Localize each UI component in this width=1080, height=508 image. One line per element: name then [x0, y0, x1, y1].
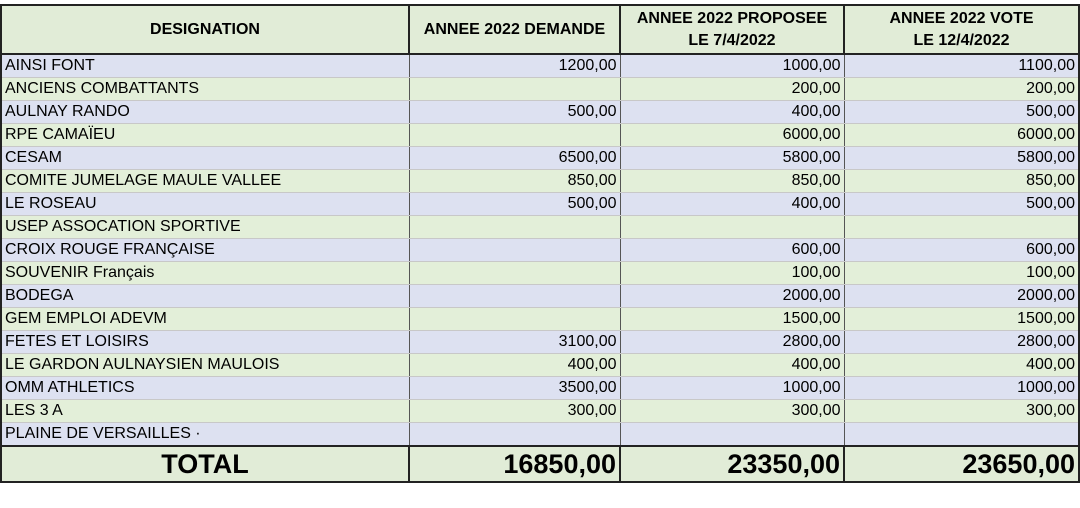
- proposee-cell[interactable]: 100,00: [620, 262, 844, 285]
- designation-cell[interactable]: FETES ET LOISIRS: [1, 331, 409, 354]
- proposee-cell[interactable]: 200,00: [620, 78, 844, 101]
- demande-cell[interactable]: [409, 423, 620, 447]
- designation-cell[interactable]: GEM EMPLOI ADEVM: [1, 308, 409, 331]
- header-demande[interactable]: ANNEE 2022 DEMANDE: [409, 5, 620, 54]
- demande-cell[interactable]: 300,00: [409, 400, 620, 423]
- header-proposee-title: ANNEE 2022 PROPOSEE: [636, 9, 828, 27]
- designation-cell[interactable]: LE ROSEAU: [1, 193, 409, 216]
- proposee-cell[interactable]: 600,00: [620, 239, 844, 262]
- proposee-cell[interactable]: 300,00: [620, 400, 844, 423]
- designation-cell[interactable]: AINSI FONT: [1, 54, 409, 78]
- table-row: [1, 124, 1079, 147]
- total-demande[interactable]: 16850,00: [409, 446, 620, 482]
- header-row: [1, 5, 1079, 54]
- proposee-cell[interactable]: 1000,00: [620, 377, 844, 400]
- table-row: [1, 147, 1079, 170]
- vote-cell[interactable]: 2000,00: [844, 285, 1079, 308]
- designation-cell[interactable]: LES 3 A: [1, 400, 409, 423]
- table-body: [1, 54, 1079, 446]
- table-row: [1, 400, 1079, 423]
- demande-cell[interactable]: 1200,00: [409, 54, 620, 78]
- proposee-cell[interactable]: 1500,00: [620, 308, 844, 331]
- total-row: [1, 446, 1079, 482]
- table-row: [1, 377, 1079, 400]
- header-proposee-date: LE 7/4/2022: [688, 31, 776, 49]
- vote-cell[interactable]: 500,00: [844, 101, 1079, 124]
- demande-cell[interactable]: [409, 216, 620, 239]
- demande-cell[interactable]: 500,00: [409, 101, 620, 124]
- demande-cell[interactable]: [409, 262, 620, 285]
- vote-cell[interactable]: 5800,00: [844, 147, 1079, 170]
- vote-cell[interactable]: 300,00: [844, 400, 1079, 423]
- demande-cell[interactable]: [409, 285, 620, 308]
- demande-cell[interactable]: 400,00: [409, 354, 620, 377]
- designation-cell[interactable]: CROIX ROUGE FRANÇAISE: [1, 239, 409, 262]
- proposee-cell[interactable]: 2000,00: [620, 285, 844, 308]
- vote-cell[interactable]: 500,00: [844, 193, 1079, 216]
- proposee-cell[interactable]: 6000,00: [620, 124, 844, 147]
- table-row: [1, 54, 1079, 78]
- demande-cell[interactable]: 850,00: [409, 170, 620, 193]
- table-row: [1, 354, 1079, 377]
- designation-cell[interactable]: LE GARDON AULNAYSIEN MAULOIS: [1, 354, 409, 377]
- header-proposee[interactable]: [620, 5, 844, 54]
- vote-cell[interactable]: 400,00: [844, 354, 1079, 377]
- designation-cell[interactable]: RPE CAMAÏEU: [1, 124, 409, 147]
- vote-cell[interactable]: [844, 216, 1079, 239]
- demande-cell[interactable]: 3100,00: [409, 331, 620, 354]
- proposee-cell[interactable]: 400,00: [620, 354, 844, 377]
- demande-cell[interactable]: [409, 78, 620, 101]
- demande-cell[interactable]: [409, 124, 620, 147]
- table-row: [1, 331, 1079, 354]
- designation-cell[interactable]: PLAINE DE VERSAILLES ·: [1, 423, 409, 447]
- demande-cell[interactable]: [409, 308, 620, 331]
- proposee-cell[interactable]: [620, 216, 844, 239]
- vote-cell[interactable]: 1100,00: [844, 54, 1079, 78]
- total-vote[interactable]: 23650,00: [844, 446, 1079, 482]
- table-row: [1, 101, 1079, 124]
- subsidies-table: [0, 4, 1080, 483]
- header-vote[interactable]: [844, 5, 1079, 54]
- proposee-cell[interactable]: 850,00: [620, 170, 844, 193]
- demande-cell[interactable]: 6500,00: [409, 147, 620, 170]
- vote-cell[interactable]: 2800,00: [844, 331, 1079, 354]
- table-row: [1, 170, 1079, 193]
- total-proposee[interactable]: 23350,00: [620, 446, 844, 482]
- table-row: [1, 193, 1079, 216]
- designation-cell[interactable]: ANCIENS COMBATTANTS: [1, 78, 409, 101]
- demande-cell[interactable]: 3500,00: [409, 377, 620, 400]
- designation-cell[interactable]: CESAM: [1, 147, 409, 170]
- vote-cell[interactable]: 100,00: [844, 262, 1079, 285]
- vote-cell[interactable]: [844, 423, 1079, 447]
- proposee-cell[interactable]: [620, 423, 844, 447]
- table-row: [1, 78, 1079, 101]
- proposee-cell[interactable]: 400,00: [620, 193, 844, 216]
- header-vote-title: ANNEE 2022 VOTE: [889, 9, 1034, 27]
- designation-cell[interactable]: BODEGA: [1, 285, 409, 308]
- designation-cell[interactable]: OMM ATHLETICS: [1, 377, 409, 400]
- table-row: [1, 262, 1079, 285]
- demande-cell[interactable]: [409, 239, 620, 262]
- vote-cell[interactable]: 200,00: [844, 78, 1079, 101]
- vote-cell[interactable]: 1000,00: [844, 377, 1079, 400]
- designation-cell[interactable]: USEP ASSOCATION SPORTIVE: [1, 216, 409, 239]
- proposee-cell[interactable]: 2800,00: [620, 331, 844, 354]
- total-label[interactable]: TOTAL: [1, 446, 409, 482]
- header-vote-date: LE 12/4/2022: [913, 31, 1010, 49]
- table-row: [1, 308, 1079, 331]
- proposee-cell[interactable]: 400,00: [620, 101, 844, 124]
- table-row: [1, 285, 1079, 308]
- table-row: [1, 239, 1079, 262]
- vote-cell[interactable]: 850,00: [844, 170, 1079, 193]
- header-designation[interactable]: DESIGNATION: [1, 5, 409, 54]
- proposee-cell[interactable]: 5800,00: [620, 147, 844, 170]
- vote-cell[interactable]: 1500,00: [844, 308, 1079, 331]
- designation-cell[interactable]: AULNAY RANDO: [1, 101, 409, 124]
- proposee-cell[interactable]: 1000,00: [620, 54, 844, 78]
- designation-cell[interactable]: SOUVENIR Français: [1, 262, 409, 285]
- demande-cell[interactable]: 500,00: [409, 193, 620, 216]
- table-row: [1, 423, 1079, 447]
- vote-cell[interactable]: 600,00: [844, 239, 1079, 262]
- table-row: [1, 216, 1079, 239]
- designation-cell[interactable]: COMITE JUMELAGE MAULE VALLEE: [1, 170, 409, 193]
- vote-cell[interactable]: 6000,00: [844, 124, 1079, 147]
